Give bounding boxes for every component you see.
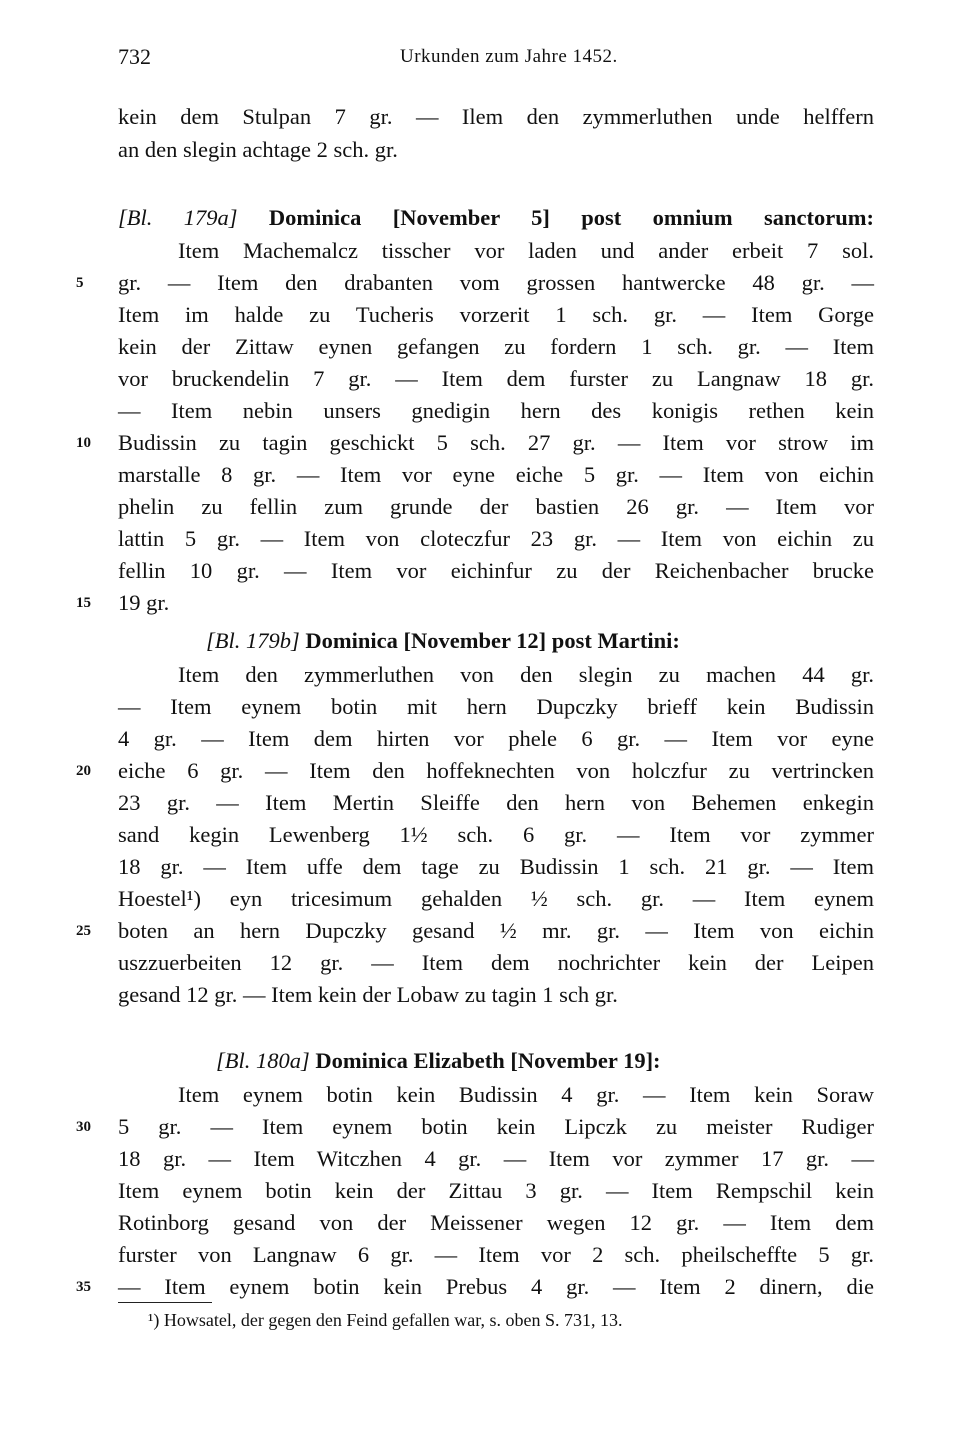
text-line: kein dem Stulpan 7 gr. — Ilem den zymmerluthen unde helffern xyxy=(118,104,874,129)
text-line: boten an hern Dupczky gesand ½ mr. gr. — Item von eichin xyxy=(118,918,874,943)
text-line: Rotinborg gesand von der Meissener wegen 12 gr. — Item dem xyxy=(118,1210,874,1235)
line-number: 10 xyxy=(76,435,91,451)
text-line: Item eynem botin kein der Zittau 3 gr. — Item Rempschil kein xyxy=(118,1178,874,1203)
section-heading: [Bl. 180a] Dominica Elizabeth [November 19]: xyxy=(216,1048,661,1073)
text-line: Item den zymmerluthen von den slegin zu machen 44 gr. xyxy=(178,662,874,687)
section-heading: [Bl. 179b] Dominica [November 12] post Martini: xyxy=(206,628,680,653)
text-line: Item Machemalcz tisscher vor laden und ander erbeit 7 sol. xyxy=(178,238,874,263)
line-number: 25 xyxy=(76,923,91,939)
text-line: Budissin zu tagin geschickt 5 sch. 27 gr. — Item vor strow im xyxy=(118,430,874,455)
section-heading: [Bl. 179a] Dominica [November 5] post omnium sanctorum: xyxy=(118,205,874,230)
text-line: marstalle 8 gr. — Item vor eyne eiche 5 gr. — Item von eichin xyxy=(118,462,874,487)
text-line: — Item eynem botin kein Prebus 4 gr. — Item 2 dinern, die xyxy=(118,1274,874,1299)
line-number: 15 xyxy=(76,595,91,611)
footnote-rule xyxy=(118,1302,212,1303)
text-line: sand kegin Lewenberg 1½ sch. 6 gr. — Item vor zymmer xyxy=(118,822,874,847)
line-number: 35 xyxy=(76,1279,91,1295)
footnote: ¹) Howsatel, der gegen den Feind gefallen war, s. oben S. 731, 13. xyxy=(148,1310,623,1330)
text-line: 4 gr. — Item dem hirten vor phele 6 gr. — Item vor eyne xyxy=(118,726,874,751)
text-line: 5 gr. — Item eynem botin kein Lipczk zu meister Rudiger xyxy=(118,1114,874,1139)
text-line: lattin 5 gr. — Item von cloteczfur 23 gr. — Item von eichin zu xyxy=(118,526,874,551)
folio-reference: [Bl. 180a] xyxy=(216,1048,310,1073)
line-number: 30 xyxy=(76,1119,91,1135)
text-line: — Item eynem botin mit hern Dupczky brieff kein Budissin xyxy=(118,694,874,719)
line-number: 5 xyxy=(76,275,84,291)
text-line: Item im halde zu Tucheris vorzerit 1 sch. gr. — Item Gorge xyxy=(118,302,874,327)
text-line: phelin zu fellin zum grunde der bastien 26 gr. — Item vor xyxy=(118,494,874,519)
text-line: fellin 10 gr. — Item vor eichinfur zu der Reichenbacher brucke xyxy=(118,558,874,583)
running-head: Urkunden zum Jahre 1452. xyxy=(400,46,618,67)
text-line: gr. — Item den drabanten vom grossen hantwercke 48 gr. — xyxy=(118,270,874,295)
text-line: kein der Zittaw eynen gefangen zu fordern 1 sch. gr. — Item xyxy=(118,334,874,359)
line-number: 20 xyxy=(76,763,91,779)
text-line: gesand 12 gr. — Item kein der Lobaw zu tagin 1 sch gr. xyxy=(118,982,618,1007)
text-line: 18 gr. — Item Witczhen 4 gr. — Item vor zymmer 17 gr. — xyxy=(118,1146,874,1171)
text-line: furster von Langnaw 6 gr. — Item vor 2 sch. pheilscheffte 5 gr. xyxy=(118,1242,874,1267)
text-line: uszzuerbeiten 12 gr. — Item dem nochrichter kein der Leipen xyxy=(118,950,874,975)
text-line: 19 gr. xyxy=(118,590,170,615)
text-line: Hoestel¹) eyn tricesimum gehalden ½ sch. gr. — Item eynem xyxy=(118,886,874,911)
text-line: vor bruckendelin 7 gr. — Item dem furster zu Langnaw 18 gr. xyxy=(118,366,874,391)
folio-reference: [Bl. 179a] xyxy=(118,205,238,230)
text-line: — Item nebin unsers gnedigin hern des konigis rethen kein xyxy=(118,398,874,423)
page-header xyxy=(0,44,960,80)
text-line: 23 gr. — Item Mertin Sleiffe den hern von Behemen enkegin xyxy=(118,790,874,815)
text-line: an den slegin achtage 2 sch. gr. xyxy=(118,137,398,162)
folio-reference: [Bl. 179b] xyxy=(206,628,300,653)
text-line: eiche 6 gr. — Item den hoffeknechten von holczfur zu vertrincken xyxy=(118,758,874,783)
text-line: 18 gr. — Item uffe dem tage zu Budissin 1 sch. 21 gr. — Item xyxy=(118,854,874,879)
text-line: Item eynem botin kein Budissin 4 gr. — Item kein Soraw xyxy=(178,1082,874,1107)
page-number: 732 xyxy=(118,44,151,69)
